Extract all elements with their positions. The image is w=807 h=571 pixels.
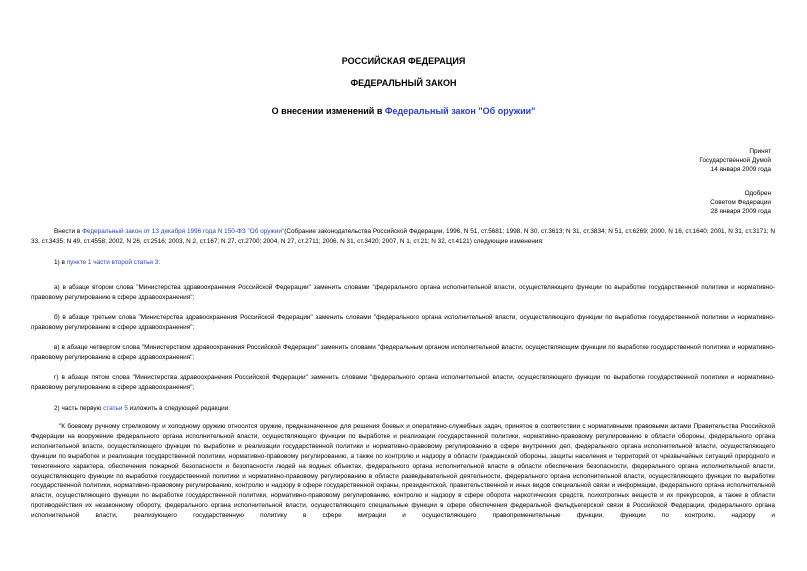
item-1-suffix: :	[158, 259, 161, 266]
approved-line: Одобрен	[744, 190, 771, 197]
accepted-line: 14 января 2009 года	[710, 166, 771, 173]
item-1-paragraph	[31, 258, 775, 268]
item-2-paragraph	[31, 404, 775, 414]
subitem-b-paragraph	[31, 313, 775, 332]
item-2-suffix: изложить в следующей редакции:	[127, 405, 231, 412]
intro-rest: (Собрание законодательства Российской Федерации, 1996, N 51, ст.5681; 1998, N 30, ст.3613; N 31, ст.3834; N 51, ст.6269; 2000, N 16, ст.1640; 2001, N 31, ст.3171; N 33, ст.3435; N 49, ст.4558; 2002, N 26, ст.2516; 2003, N 2, ст.167; N 27, ст.2700; 2004, N 27, ст.2711; 2006, N 31, ст.3420; 2007, N 1, ст.21; N 32, ст.4121) следующие изменения:	[31, 228, 776, 245]
subitem-b-text: б) в абзаце третьем слова "Министерства здравоохранения Российской Федерации" заменить словами "федерального органа исполнительной власти, осуществляющего функции по выработке государственной политики и нормативно-правовому регулированию в сфере здравоохранения";	[31, 314, 775, 331]
approved-line: 28 января 2009 года	[710, 208, 771, 215]
law-reference-link[interactable]: Федеральный закон от 13 декабря 1996 года N 150-ФЗ "Об оружии"	[82, 228, 285, 235]
law-type-heading: ФЕДЕРАЛЬНЫЙ ЗАКОН	[350, 78, 457, 88]
accepted-block	[699, 147, 771, 174]
approved-line: Советом Федерации	[710, 199, 771, 206]
law-title-prefix: О внесении изменений в	[271, 106, 385, 116]
intro-prefix: Внести в	[54, 228, 83, 235]
quoted-article-body: "К боевому ручному стрелковому и холодному оружию относится оружие, предназначенное для решения боевых и оперативно-служебных задач, принятое в соответствии с нормативными правовыми актами Правительства Российской Федерации на вооружение федерального органа исполнительной власти, осуществляющего функции по выработке и реализации государственной политики, нормативно-правовому регулированию в области обороны, федерального органа исполнительной власти, осуществляющего функции по выработке и реализации государственной политики и нормативно-правовому регулированию в сфере внутренних дел, федерального органа исполнительной власти, осуществляющего функции по выработке и реализации государственной политики, нормативно-правовому регулированию, а также по контролю и надзору в области гражданской обороны, защиты населения и территорий от чрезвычайных ситуаций природного и техногенного характера, обеспечения пожарной безопасности и безопасности людей на водных объектах, федерального органа исполнительной власти в области обеспечения безопасности, федерального органа исполнительной власти, осуществляющего функции по выработке государственной политики и нормативно-правовому регулированию в области разведывательной деятельности, федерального органа исполнительной власти, осуществляющего функции по выработке государственной политики, нормативно-правовому регулированию, контролю и надзору в сфере государственной охраны, президентской, правительственной и иных видов специальной связи и информации, федерального органа исполнительной власти, осуществляющего функции по выработке государственной политики, нормативно-правовому регулированию, контролю и надзору в сфере оборота наркотических средств, психотропных веществ и их прекурсоров, а также в области противодействия их незаконному обороту, федерального органа исполнительной власти, осуществляющего специальные функции в сфере обеспечения федеральной фельдъегерской связи в Российской Федерации, федерального органа исполнительной власти, реализующего государственную политику в сфере миграции и осуществляющего правоприменительные функции, функции по контролю, надзору и	[31, 423, 775, 520]
item-2-prefix: 2) часть первую	[54, 405, 104, 412]
law-title	[0, 106, 807, 116]
intro-paragraph	[31, 227, 775, 246]
quoted-article-text	[31, 422, 775, 521]
subitem-a-paragraph	[31, 283, 775, 302]
law-title-link[interactable]: Федеральный закон "Об оружии"	[384, 106, 536, 116]
subitem-a-text: а) в абзаце втором слова "Министерства здравоохранения Российской Федерации" заменить словами "федерального органа исполнительной власти, осуществляющего функции по выработке государственной политики и нормативно-правовому регулированию в сфере здравоохранения";	[31, 284, 775, 301]
accepted-line: Принят	[749, 148, 771, 155]
subitem-v-text: в) в абзаце четвертом слова "Министерством здравоохранения Российской Федерации" заменить словами "федеральным органом исполнительной власти, осуществляющим функции по выработке государственной политики и нормативно-правовому регулированию в сфере здравоохранения";	[31, 344, 775, 361]
subitem-v-paragraph	[31, 343, 775, 362]
accepted-line: Государственной Думой	[699, 157, 771, 164]
country-heading: РОССИЙСКАЯ ФЕДЕРАЦИЯ	[341, 56, 466, 66]
subitem-g-text: г) в абзаце пятом слова "Министерства здравоохранения Российской Федерации" заменить словами "федерального органа исполнительной власти, осуществляющего функции по выработке государственной политики и нормативно-правовому регулированию в сфере здравоохранения";	[31, 374, 775, 391]
article-3-link[interactable]: пункте 1 части второй статьи 3	[66, 259, 159, 266]
article-5-link[interactable]: статьи 5	[103, 405, 128, 412]
item-1-prefix: 1) в	[54, 259, 67, 266]
approved-block	[710, 189, 771, 216]
subitem-g-paragraph	[31, 373, 775, 392]
